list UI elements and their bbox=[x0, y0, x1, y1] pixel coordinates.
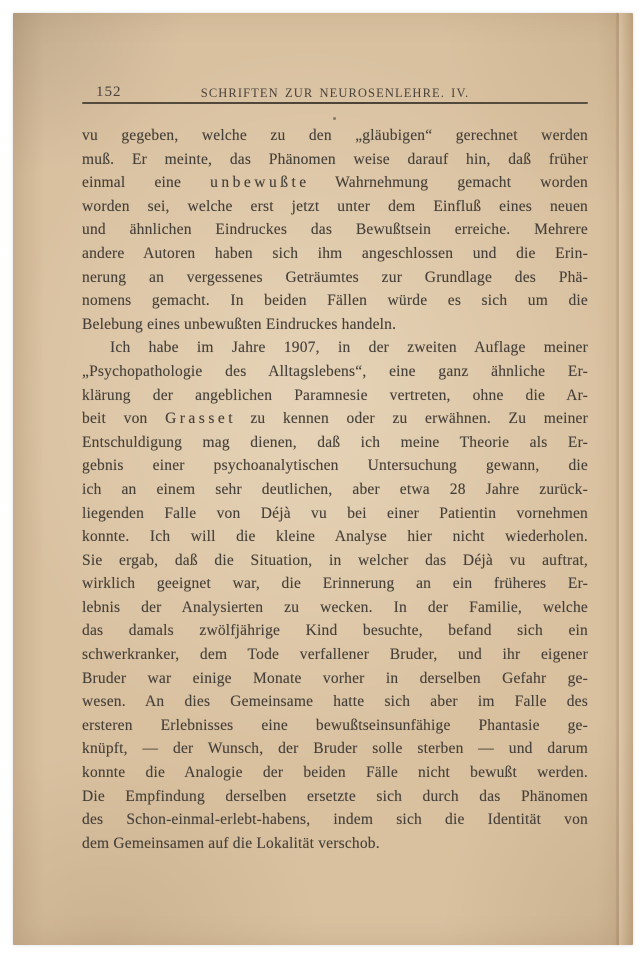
scan-speck bbox=[333, 117, 336, 120]
page-header bbox=[82, 84, 588, 102]
text-line: lebnis der Analysierten zu wecken. In der Familie, welche bbox=[82, 598, 588, 616]
text-line: konnte. Ich will die kleine Analyse hier nicht wiederholen. bbox=[82, 528, 588, 546]
text-line: ersteren Erlebnisses eine bewußtseinsunfähige Phantasie ge- bbox=[82, 716, 588, 734]
text-line: dem Gemeinsamen auf die Lokalität verschob. bbox=[82, 834, 380, 852]
text-line: worden sei, welche erst jetzt unter dem Einfluß eines neuen bbox=[82, 197, 588, 215]
text-line: muß. Er meinte, das Phänomen weise darauf hin, daß früher bbox=[82, 150, 588, 168]
text-line: nerung an vergessenes Geträumtes zur Grundlage des Phä- bbox=[82, 268, 588, 286]
body-text bbox=[82, 124, 588, 855]
text-line: konnte die Analogie der beiden Fälle nicht bewußt werden. bbox=[82, 764, 588, 782]
running-header-title: SCHRIFTEN ZUR NEUROSENLEHRE. IV. bbox=[200, 86, 470, 100]
text-line: ich an einem sehr deutlichen, aber etwa 28 Jahre zurück- bbox=[82, 480, 588, 498]
page-edge-highlight bbox=[619, 13, 633, 945]
text-line: andere Autoren haben sich ihm angeschlossen und die Erin- bbox=[82, 244, 588, 262]
text-line: „Psychopathologie des Alltagslebens“, eine ganz ähnliche Er- bbox=[82, 362, 588, 380]
header-rule bbox=[82, 102, 588, 104]
text-line: liegenden Falle von Déjà vu bei einer Patientin vornehmen bbox=[82, 504, 588, 522]
page-number: 152 bbox=[96, 84, 122, 100]
text-line: knüpft, — der Wunsch, der Bruder solle sterben — und darum bbox=[82, 740, 588, 758]
text-line: und ähnlichen Eindruckes das Bewußtsein erreiche. Mehrere bbox=[82, 221, 588, 239]
text-line: Sie ergab, daß die Situation, in welcher das Déjà vu auftrat, bbox=[82, 551, 588, 569]
text-line: vu gegeben, welche zu den „gläubigen“ gerechnet werden bbox=[82, 127, 588, 144]
text-line: klärung der angeblichen Paramnesie vertreten, ohne die Ar- bbox=[82, 386, 588, 404]
paragraph-1 bbox=[82, 124, 588, 336]
text-line: nomens gemacht. In beiden Fällen würde es sich um die bbox=[82, 292, 588, 310]
text-line: Ich habe im Jahre 1907, in der zweiten Auflage meiner bbox=[110, 339, 588, 357]
text-line: wesen. An dies Gemeinsame hatte sich aber im Falle des bbox=[82, 693, 588, 711]
text-line: wirklich geeignet war, die Erinnerung an ein früheres Er- bbox=[82, 575, 588, 593]
text-line: schwerkranker, dem Tode verfallener Bruder, und ihr eigener bbox=[82, 646, 588, 664]
book-page-paper bbox=[13, 13, 633, 945]
text-line: Entschuldigung mag dienen, daß ich meine Theorie als Er- bbox=[82, 433, 588, 451]
text-line: gebnis einer psychoanalytischen Untersuchung gewann, die bbox=[82, 457, 588, 475]
text-line: des Schon-einmal-erlebt-habens, indem sich die Identität von bbox=[82, 811, 588, 829]
text-line: das damals zwölfjährige Kind besuchte, befand sich ein bbox=[82, 622, 588, 640]
text-line: Belebung eines unbewußten Eindruckes handeln. bbox=[82, 315, 397, 333]
text-line: Die Empfindung derselben ersetzte sich durch das Phänomen bbox=[82, 787, 588, 805]
text-line: beit von G r a s s e t zu kennen oder zu erwähnen. Zu meiner bbox=[82, 410, 588, 428]
text-line: einmal eine u n b e w u ß t e Wahrnehmung gemacht worden bbox=[82, 174, 588, 192]
paragraph-2 bbox=[82, 336, 588, 855]
text-line: Bruder war einige Monate vorher in derselben Gefahr ge- bbox=[82, 669, 588, 687]
